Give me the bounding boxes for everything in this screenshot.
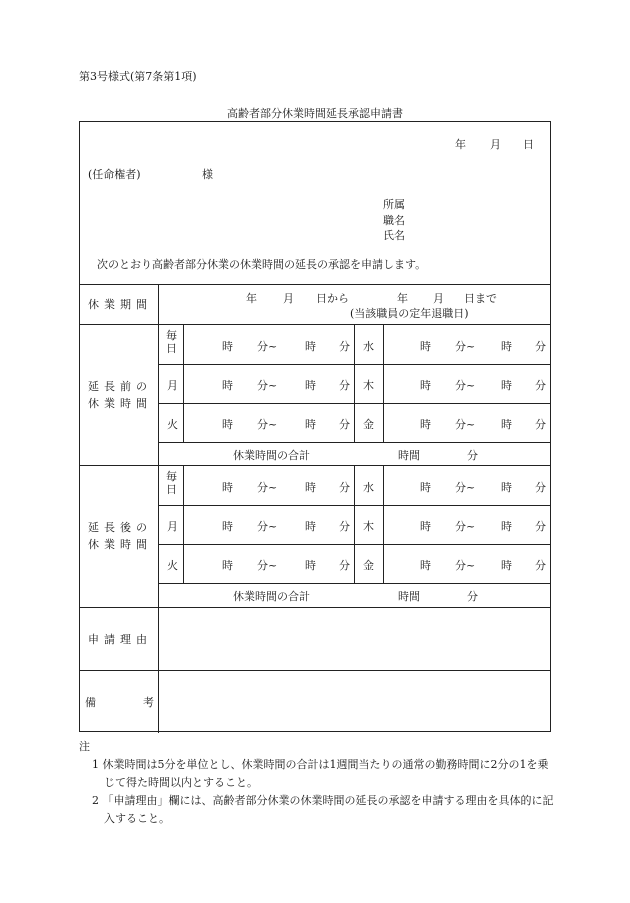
appointer-honorific: 様 <box>202 168 213 181</box>
period-from-day: 日から <box>316 292 349 305</box>
hour-label: 時 <box>420 520 431 533</box>
minute-label: 分 <box>535 559 546 572</box>
hour-label: 時 <box>305 340 316 353</box>
day-col-line-a2 <box>354 465 355 583</box>
remarks-label-1: 備 <box>85 696 96 709</box>
minute-from-label: 分~ <box>257 520 278 533</box>
minute-label: 分 <box>535 418 546 431</box>
hour-label: 時 <box>501 340 512 353</box>
hour-label: 時 <box>222 418 233 431</box>
day-fri-before: 金 <box>363 418 374 431</box>
total-before-minutes: 分 <box>467 449 478 462</box>
hour-label: 時 <box>420 340 431 353</box>
hour-label: 時 <box>305 559 316 572</box>
day-col-line-a1 <box>183 465 184 583</box>
minute-label: 分 <box>535 340 546 353</box>
hour-label: 時 <box>501 418 512 431</box>
affiliation-label: 所属 <box>383 198 405 211</box>
day-mon-after: 月 <box>167 520 178 533</box>
minute-from-label: 分~ <box>257 340 278 353</box>
day-tue-after: 火 <box>167 559 178 572</box>
date-month: 月 <box>490 138 501 151</box>
hour-label: 時 <box>222 340 233 353</box>
minute-label: 分 <box>339 520 350 533</box>
hour-label: 時 <box>501 481 512 494</box>
minute-label: 分 <box>535 379 546 392</box>
divider-period <box>80 324 550 325</box>
minute-from-label: 分~ <box>257 379 278 392</box>
minute-label: 分 <box>339 559 350 572</box>
divider-before <box>80 465 550 466</box>
after-label-line2: 休業時間 <box>88 538 152 551</box>
date-year: 年 <box>455 138 466 151</box>
name-label: 氏名 <box>383 229 405 242</box>
total-before-hours: 時間 <box>398 449 420 462</box>
day-mon-before: 月 <box>167 379 178 392</box>
date-day: 日 <box>523 138 534 151</box>
hour-label: 時 <box>222 481 233 494</box>
form-number-label: 第3号様式(第7条第1項) <box>79 70 197 83</box>
application-form <box>79 121 551 732</box>
document-title: 高齢者部分休業時間延長承認申請書 <box>227 107 403 120</box>
minute-label: 分 <box>339 379 350 392</box>
period-from-year: 年 <box>246 292 257 305</box>
minute-label: 分 <box>339 481 350 494</box>
minute-label: 分 <box>535 520 546 533</box>
period-note: (当該職員の定年退職日) <box>350 307 469 320</box>
period-to-day: 日まで <box>464 292 497 305</box>
day-tue-before: 火 <box>167 418 178 431</box>
day-wed-after: 水 <box>363 481 374 494</box>
divider-a3 <box>158 583 550 584</box>
hour-label: 時 <box>305 481 316 494</box>
remarks-label-2: 考 <box>143 696 154 709</box>
divider-header <box>80 284 550 285</box>
day-thu-after: 木 <box>363 520 374 533</box>
total-before-label: 休業時間の合計 <box>233 449 310 462</box>
day-fri-after: 金 <box>363 559 374 572</box>
hour-label: 時 <box>501 520 512 533</box>
hour-label: 時 <box>305 520 316 533</box>
after-label-line1: 延長後の <box>88 521 152 534</box>
period-to-month: 月 <box>433 292 444 305</box>
before-label-line1: 延長前の <box>88 380 152 393</box>
note-item-1: 1 休業時間は5分を単位とし、休業時間の合計は1週間当たりの通常の勤務時間に2分の1を乗じて得た時間以内とすること。 <box>92 758 549 789</box>
day-col-line-a3 <box>383 465 384 583</box>
divider-after <box>80 607 550 608</box>
hour-label: 時 <box>222 559 233 572</box>
hour-label: 時 <box>305 379 316 392</box>
label-column-line <box>158 284 159 733</box>
period-from-month: 月 <box>283 292 294 305</box>
notes-section <box>79 738 559 828</box>
hour-label: 時 <box>420 559 431 572</box>
hour-label: 時 <box>222 379 233 392</box>
hour-label: 時 <box>420 379 431 392</box>
divider-reason <box>80 670 550 671</box>
day-daily-after: 毎日 <box>166 470 177 496</box>
minute-from-label: 分~ <box>257 559 278 572</box>
note-item-2: 2 「申請理由」欄には、高齢者部分休業の休業時間の延長の承認を申請する理由を具体的に記入すること。 <box>92 794 554 825</box>
after-label <box>80 519 160 553</box>
day-col-line-b3 <box>383 324 384 442</box>
day-col-line-b1 <box>183 324 184 442</box>
minute-label: 分 <box>535 481 546 494</box>
period-to-year: 年 <box>397 292 408 305</box>
day-daily-before: 毎日 <box>166 329 177 355</box>
notes-heading: 注 <box>79 740 90 753</box>
hour-label: 時 <box>501 559 512 572</box>
minute-from-label: 分~ <box>455 559 476 572</box>
minute-label: 分 <box>339 418 350 431</box>
position-label: 職名 <box>383 214 405 227</box>
day-thu-before: 木 <box>363 379 374 392</box>
hour-label: 時 <box>420 481 431 494</box>
divider-b3 <box>158 442 550 443</box>
minute-from-label: 分~ <box>455 418 476 431</box>
hour-label: 時 <box>420 418 431 431</box>
before-label <box>80 378 160 412</box>
minute-from-label: 分~ <box>257 481 278 494</box>
day-wed-before: 水 <box>363 340 374 353</box>
reason-label: 申請理由 <box>88 633 152 646</box>
hour-label: 時 <box>305 418 316 431</box>
total-after-label: 休業時間の合計 <box>233 590 310 603</box>
before-label-line2: 休業時間 <box>88 397 152 410</box>
total-after-minutes: 分 <box>467 590 478 603</box>
total-after-hours: 時間 <box>398 590 420 603</box>
intro-text: 次のとおり高齢者部分休業の休業時間の延長の承認を申請します。 <box>97 258 427 271</box>
minute-from-label: 分~ <box>455 340 476 353</box>
minute-from-label: 分~ <box>455 481 476 494</box>
hour-label: 時 <box>501 379 512 392</box>
appointer-label: (任命権者) <box>88 168 141 181</box>
hour-label: 時 <box>222 520 233 533</box>
minute-from-label: 分~ <box>455 379 476 392</box>
minute-from-label: 分~ <box>455 520 476 533</box>
minute-from-label: 分~ <box>257 418 278 431</box>
period-label: 休業期間 <box>88 298 152 311</box>
minute-label: 分 <box>339 340 350 353</box>
day-col-line-b2 <box>354 324 355 442</box>
